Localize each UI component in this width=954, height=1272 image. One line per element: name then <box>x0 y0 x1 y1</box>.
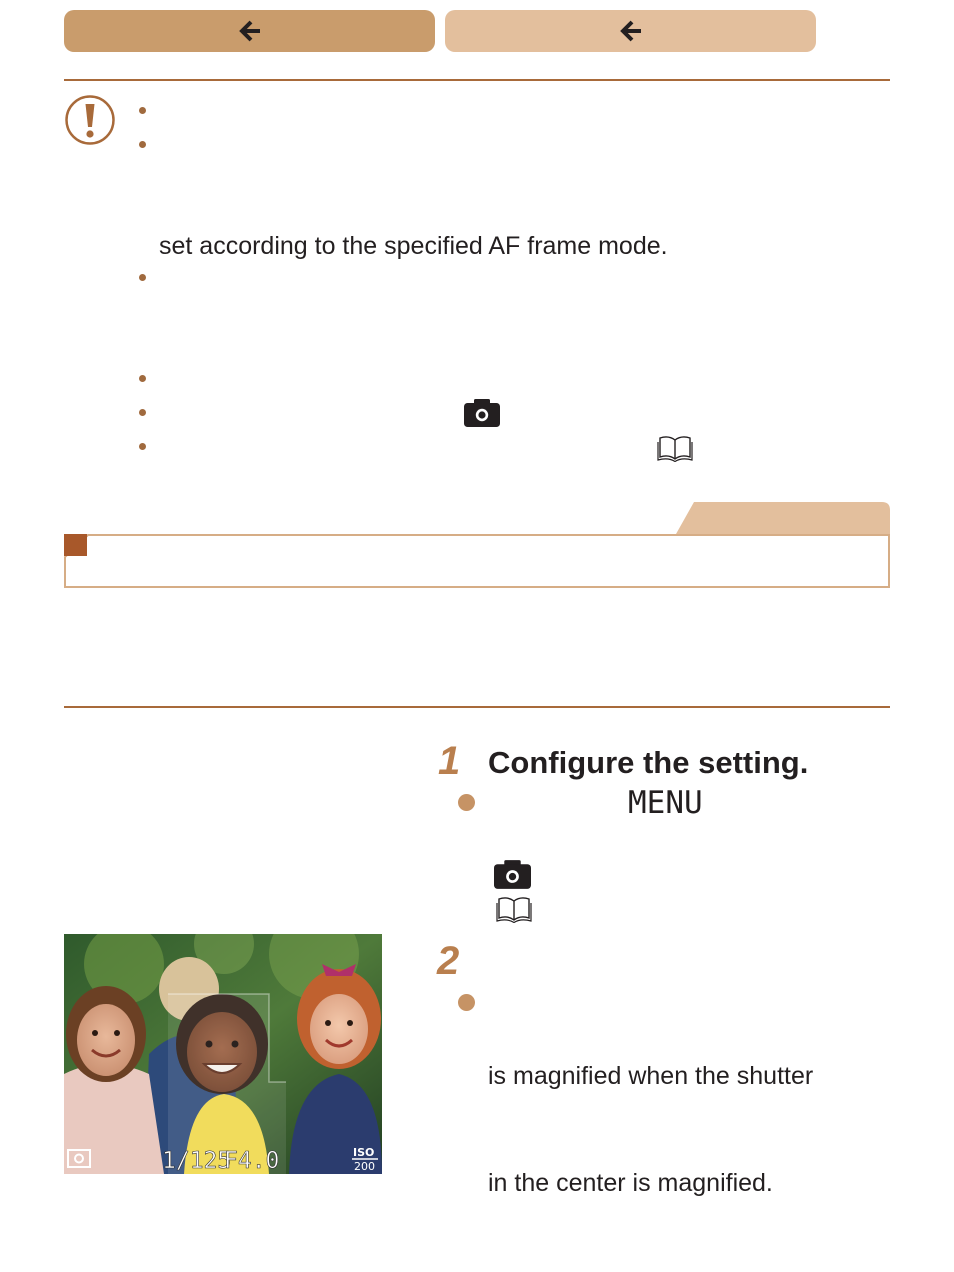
caution-bullet <box>139 375 146 382</box>
iso-label: ISO <box>353 1146 375 1159</box>
arrow-left-icon <box>619 19 643 43</box>
camera-icon <box>464 399 500 427</box>
step-title: Configure the setting. <box>488 745 809 780</box>
shutter-speed: 1/125 <box>162 1148 232 1174</box>
step-text: in the center is magnified. <box>488 1169 773 1197</box>
step-number: 2 <box>437 939 460 983</box>
previous-page-button[interactable] <box>64 10 435 52</box>
aperture-value: F4.0 <box>224 1148 280 1174</box>
section-divider <box>64 706 890 708</box>
step-text: is magnified when the shutter <box>488 1062 814 1090</box>
header-divider <box>64 79 890 81</box>
back-link-button[interactable] <box>445 10 816 52</box>
section-tab <box>676 502 890 534</box>
caution-bullet <box>139 107 146 114</box>
book-icon[interactable] <box>496 896 532 923</box>
iso-value: 200 <box>354 1160 375 1173</box>
step-bullet <box>458 994 475 1011</box>
caution-bullet <box>139 141 146 148</box>
section-banner <box>64 534 890 588</box>
book-icon[interactable] <box>657 435 693 462</box>
caution-text: set according to the specified AF frame mode. <box>159 232 668 260</box>
menu-button-label: MENU <box>628 785 703 821</box>
caution-bullet <box>139 409 146 416</box>
caution-bullet <box>139 274 146 281</box>
caution-icon <box>64 94 116 146</box>
step-bullet <box>458 794 475 811</box>
caution-bullet <box>139 443 146 450</box>
camera-icon <box>494 860 531 889</box>
screen-example-photo <box>64 934 382 1174</box>
step-number: 1 <box>438 739 461 783</box>
arrow-left-icon <box>238 19 262 43</box>
